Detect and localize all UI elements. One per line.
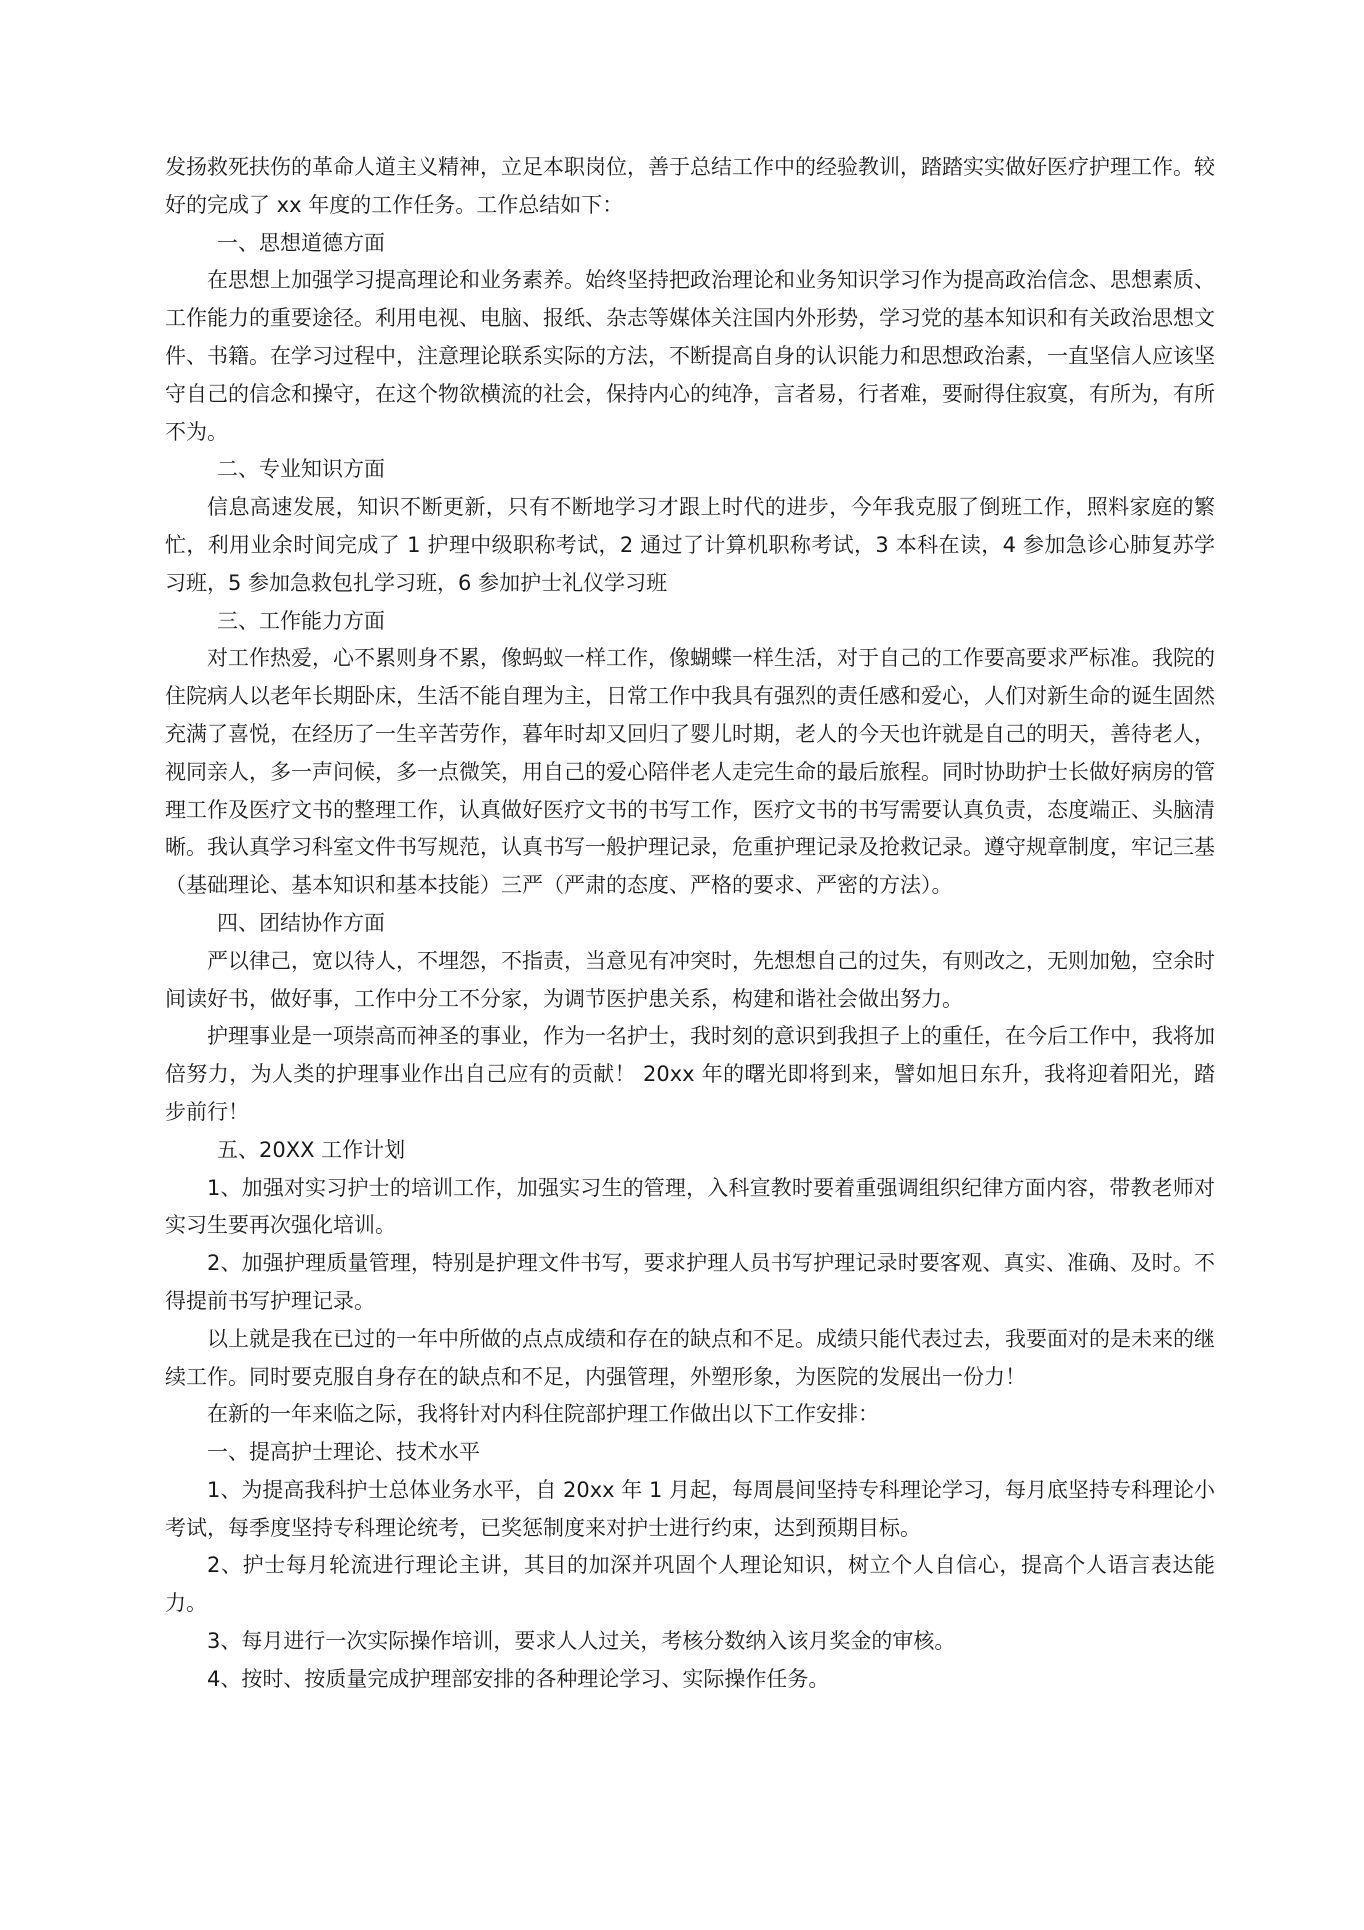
body-paragraph: 信息高速发展，知识不断更新，只有不断地学习才跟上时代的进步，今年我克服了倒班工作，照料家庭的繁忙，利用业余时间完成了 1 护理中级职称考试，2 通过了计算机职称考试，3 本科在读，4 参加急诊心肺复苏学习班，5 参加急救包扎学习班，6 参加护士礼仪学习班 [165,495,1215,595]
body-paragraph: 以上就是我在已过的一年中所做的点点成绩和存在的缺点和不足。成绩只能代表过去，我要面对的是未来的继续工作。同时要克服自身存在的缺点和不足，内强管理，外塑形象，为医院的发展出一份力！ [165,1326,1215,1389]
section-heading-knowledge: 二、专业知识方面 [217,457,385,482]
body-paragraph: 护理事业是一项崇高而神圣的事业，作为一名护士，我时刻的意识到我担子上的重任，在今后工作中，我将加倍努力，为人类的护理事业作出自己应有的贡献！ 20xx 年的曙光即将到来，譬如旭日东升，我将迎着阳光，踏步前行！ [165,1024,1215,1124]
section-heading-theory: 一、提高护士理论、技术水平 [207,1440,480,1465]
plan-item: 2、加强护理质量管理，特别是护理文件书写，要求护理人员书写护理记录时要客观、真实、准确、及时。不得提前书写护理记录。 [165,1251,1215,1313]
list-item: 3、每月进行一次实际操作培训，要求人人过关，考核分数纳入该月奖金的审核。 [207,1629,956,1654]
intro-paragraph: 发扬救死扶伤的革命人道主义精神，立足本职岗位，善于总结工作中的经验教训，踏踏实实做好医疗护理工作。较好的完成了 xx 年度的工作任务。工作总结如下： [165,155,1215,217]
document-page [165,149,1215,1699]
body-paragraph: 严以律己，宽以待人，不埋怨，不指责，当意见有冲突时，先想想自己的过失，有则改之，无则加勉，空余时间读好书，做好事，工作中分工不分家，为调节医护患关系，构建和谐社会做出努力。 [165,948,1215,1011]
section-heading-ability: 三、工作能力方面 [217,608,385,633]
section-heading-teamwork: 四、团结协作方面 [217,910,385,935]
body-paragraph: 在新的一年来临之际，我将针对内科住院部护理工作做出以下工作安排： [207,1402,879,1427]
section-heading-plan: 五、20XX 工作计划 [217,1137,406,1162]
body-paragraph: 在思想上加强学习提高理论和业务素养。始终坚持把政治理论和业务知识学习作为提高政治信念、思想素质、工作能力的重要途径。利用电视、电脑、报纸、杂志等媒体关注国内外形势，学习党的基本知识和有关政治思想文件、书籍。在学习过程中，注意理论联系实际的方法，不断提高自身的认识能力和思想政治素，一直坚信人应该坚守自己的信念和操守，在这个物欲横流的社会，保持内心的纯净，言者易，行者难，要耐得住寂寞，有所为，有所不为。 [165,268,1215,444]
list-item: 2、护士每月轮流进行理论主讲，其目的加深并巩固个人理论知识，树立个人自信心，提高个人语言表达能力。 [165,1553,1215,1616]
list-item: 1、为提高我科护士总体业务水平，自 20xx 年 1 月起，每周晨间坚持专科理论学习，每月底坚持专科理论小考试，每季度坚持专科理论统考，已奖惩制度来对护士进行约束，达到预期目标。 [165,1477,1215,1540]
body-paragraph: 对工作热爱，心不累则身不累，像蚂蚁一样工作，像蝴蝶一样生活，对于自己的工作要高要求严标准。我院的住院病人以老年长期卧床，生活不能自理为主，日常工作中我具有强烈的责任感和爱心，人们对新生命的诞生固然充满了喜悦，在经历了一生辛苦劳作，暮年时却又回归了婴儿时期，老人的今天也许就是自己的明天，善待老人，视同亲人，多一声问候，多一点微笑，用自己的爱心陪伴老人走完生命的最后旅程。同时协助护士长做好病房的管理工作及医疗文书的整理工作，认真做好医疗文书的书写工作，医疗文书的书写需要认真负责，态度端正、头脑清晰。我认真学习科室文件书写规范，认真书写一般护理记录，危重护理记录及抢救记录。遵守规章制度，牢记三基（基础理论、基本知识和基本技能）三严（严肃的态度、严格的要求、严密的方法）。 [165,646,1215,898]
list-item: 4、按时、按质量完成护理部安排的各种理论学习、实际操作任务。 [207,1666,830,1691]
section-heading-moral: 一、思想道德方面 [217,230,385,255]
plan-item: 1、加强对实习护士的培训工作，加强实习生的管理，入科宣教时要着重强调组织纪律方面内容，带教老师对实习生要再次强化培训。 [165,1175,1215,1238]
